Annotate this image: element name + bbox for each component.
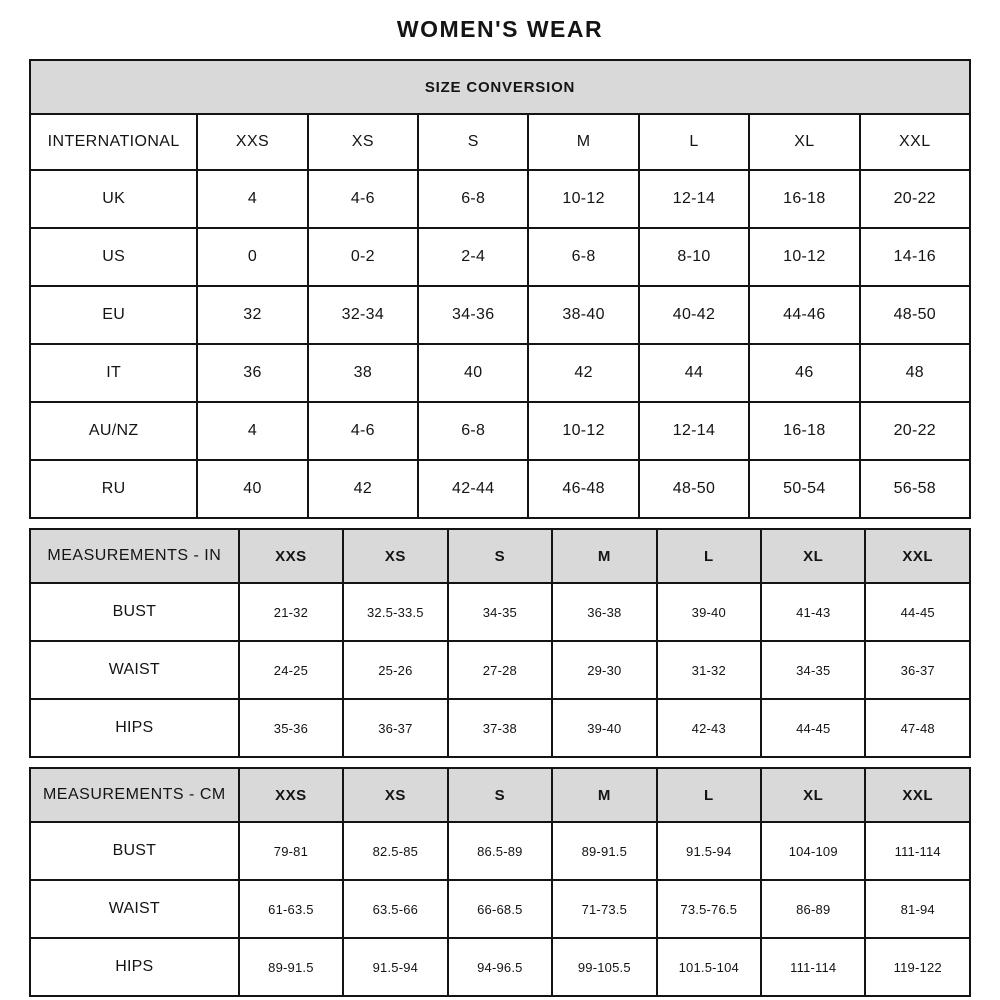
table-cell: 48-50 (639, 460, 749, 518)
table-cell: 32.5-33.5 (343, 583, 447, 641)
column-header-xxs: XXS (239, 529, 343, 583)
table-cell: 46-48 (528, 460, 638, 518)
measurements-cm-header-row (30, 768, 970, 822)
column-header-m: M (552, 529, 656, 583)
table-cell: 111-114 (865, 822, 970, 880)
table-row-waist (30, 641, 970, 699)
column-header-xxs: XXS (197, 114, 307, 170)
measurements-cm-table (29, 767, 971, 997)
table-cell: 2-4 (418, 228, 528, 286)
table-cell: 63.5-66 (343, 880, 447, 938)
column-header-xs: XS (343, 529, 447, 583)
table-cell: 42 (528, 344, 638, 402)
column-header-xl: XL (761, 529, 865, 583)
table-cell: 34-35 (761, 641, 865, 699)
table-cell: 81-94 (865, 880, 970, 938)
row-label-waist: WAIST (30, 641, 239, 699)
table-cell: 111-114 (761, 938, 865, 996)
table-cell: 24-25 (239, 641, 343, 699)
column-header-xxl: XXL (860, 114, 970, 170)
table-cell: 36 (197, 344, 307, 402)
table-row-bust (30, 583, 970, 641)
table-cell: 119-122 (865, 938, 970, 996)
column-header-xs: XS (343, 768, 447, 822)
row-label-waist: WAIST (30, 880, 239, 938)
column-header-l: L (657, 529, 761, 583)
table-cell: 16-18 (749, 170, 859, 228)
row-label-eu: EU (30, 286, 197, 344)
table-cell: 39-40 (552, 699, 656, 757)
column-header-l: L (657, 768, 761, 822)
measurements-in-header-row (30, 529, 970, 583)
table-cell: 50-54 (749, 460, 859, 518)
table-cell: 94-96.5 (448, 938, 552, 996)
table-cell: 73.5-76.5 (657, 880, 761, 938)
measurements-cm-label-header: MEASUREMENTS - CM (30, 768, 239, 822)
table-cell: 91.5-94 (657, 822, 761, 880)
table-cell: 42-43 (657, 699, 761, 757)
table-cell: 41-43 (761, 583, 865, 641)
table-cell: 20-22 (860, 170, 970, 228)
table-cell: 21-32 (239, 583, 343, 641)
table-row-bust (30, 822, 970, 880)
table-cell: 47-48 (865, 699, 970, 757)
table-cell: 0-2 (308, 228, 418, 286)
size-conversion-banner: SIZE CONVERSION (30, 60, 970, 114)
table-cell: 34-36 (418, 286, 528, 344)
table-cell: 20-22 (860, 402, 970, 460)
table-cell: 42 (308, 460, 418, 518)
table-cell: 38-40 (528, 286, 638, 344)
table-cell: 61-63.5 (239, 880, 343, 938)
table-row-hips (30, 938, 970, 996)
table-cell: 4-6 (308, 170, 418, 228)
column-header-xs: XS (308, 114, 418, 170)
size-conversion-table (29, 59, 971, 519)
table-cell: 89-91.5 (239, 938, 343, 996)
row-label-au-nz: AU/NZ (30, 402, 197, 460)
table-cell: 14-16 (860, 228, 970, 286)
table-cell: 42-44 (418, 460, 528, 518)
table-cell: 10-12 (749, 228, 859, 286)
table-cell: 82.5-85 (343, 822, 447, 880)
table-cell: 12-14 (639, 170, 749, 228)
table-row-it (30, 344, 970, 402)
column-header-s: S (448, 768, 552, 822)
table-cell: 32 (197, 286, 307, 344)
table-row-eu (30, 286, 970, 344)
table-cell: 48-50 (860, 286, 970, 344)
column-header-xxl: XXL (865, 768, 970, 822)
row-label-hips: HIPS (30, 699, 239, 757)
table-cell: 44 (639, 344, 749, 402)
table-cell: 27-28 (448, 641, 552, 699)
row-label-us: US (30, 228, 197, 286)
table-row-us (30, 228, 970, 286)
measurements-in-label-header: MEASUREMENTS - IN (30, 529, 239, 583)
table-cell: 6-8 (418, 402, 528, 460)
table-cell: 4 (197, 402, 307, 460)
table-cell: 91.5-94 (343, 938, 447, 996)
table-cell: 36-38 (552, 583, 656, 641)
measurements-in-table (29, 528, 971, 758)
table-cell: 6-8 (528, 228, 638, 286)
table-cell: 32-34 (308, 286, 418, 344)
table-cell: 31-32 (657, 641, 761, 699)
page-title: WOMEN'S WEAR (396, 16, 604, 42)
table-cell: 79-81 (239, 822, 343, 880)
table-cell: 6-8 (418, 170, 528, 228)
table-cell: 4 (197, 170, 307, 228)
table-cell: 36-37 (343, 699, 447, 757)
table-cell: 16-18 (749, 402, 859, 460)
table-cell: 38 (308, 344, 418, 402)
table-cell: 40 (197, 460, 307, 518)
row-label-bust: BUST (30, 822, 239, 880)
table-row-hips (30, 699, 970, 757)
size-conversion-label-header: INTERNATIONAL (30, 114, 197, 170)
row-label-hips: HIPS (30, 938, 239, 996)
table-cell: 40 (418, 344, 528, 402)
table-row-au-nz (30, 402, 970, 460)
table-cell: 44-46 (749, 286, 859, 344)
table-cell: 10-12 (528, 170, 638, 228)
table-cell: 34-35 (448, 583, 552, 641)
table-cell: 71-73.5 (552, 880, 656, 938)
column-header-xl: XL (749, 114, 859, 170)
table-cell: 86.5-89 (448, 822, 552, 880)
table-cell: 10-12 (528, 402, 638, 460)
table-row-uk (30, 170, 970, 228)
table-row-waist (30, 880, 970, 938)
table-cell: 66-68.5 (448, 880, 552, 938)
table-cell: 99-105.5 (552, 938, 656, 996)
table-cell: 37-38 (448, 699, 552, 757)
row-label-ru: RU (30, 460, 197, 518)
table-cell: 44-45 (865, 583, 970, 641)
table-row-ru (30, 460, 970, 518)
table-cell: 29-30 (552, 641, 656, 699)
size-conversion-banner-row (30, 60, 970, 114)
table-cell: 46 (749, 344, 859, 402)
column-header-xxs: XXS (239, 768, 343, 822)
table-cell: 35-36 (239, 699, 343, 757)
column-header-s: S (448, 529, 552, 583)
table-cell: 36-37 (865, 641, 970, 699)
column-header-s: S (418, 114, 528, 170)
table-cell: 4-6 (308, 402, 418, 460)
table-cell: 39-40 (657, 583, 761, 641)
row-label-it: IT (30, 344, 197, 402)
table-cell: 48 (860, 344, 970, 402)
table-cell: 89-91.5 (552, 822, 656, 880)
row-label-bust: BUST (30, 583, 239, 641)
table-cell: 40-42 (639, 286, 749, 344)
table-cell: 104-109 (761, 822, 865, 880)
table-cell: 25-26 (343, 641, 447, 699)
column-header-l: L (639, 114, 749, 170)
table-cell: 56-58 (860, 460, 970, 518)
table-cell: 8-10 (639, 228, 749, 286)
column-header-xl: XL (761, 768, 865, 822)
row-label-uk: UK (30, 170, 197, 228)
column-header-m: M (552, 768, 656, 822)
column-header-m: M (528, 114, 638, 170)
size-conversion-header-row (30, 114, 970, 170)
table-cell: 86-89 (761, 880, 865, 938)
table-cell: 44-45 (761, 699, 865, 757)
table-cell: 12-14 (639, 402, 749, 460)
table-cell: 101.5-104 (657, 938, 761, 996)
column-header-xxl: XXL (865, 529, 970, 583)
table-cell: 0 (197, 228, 307, 286)
